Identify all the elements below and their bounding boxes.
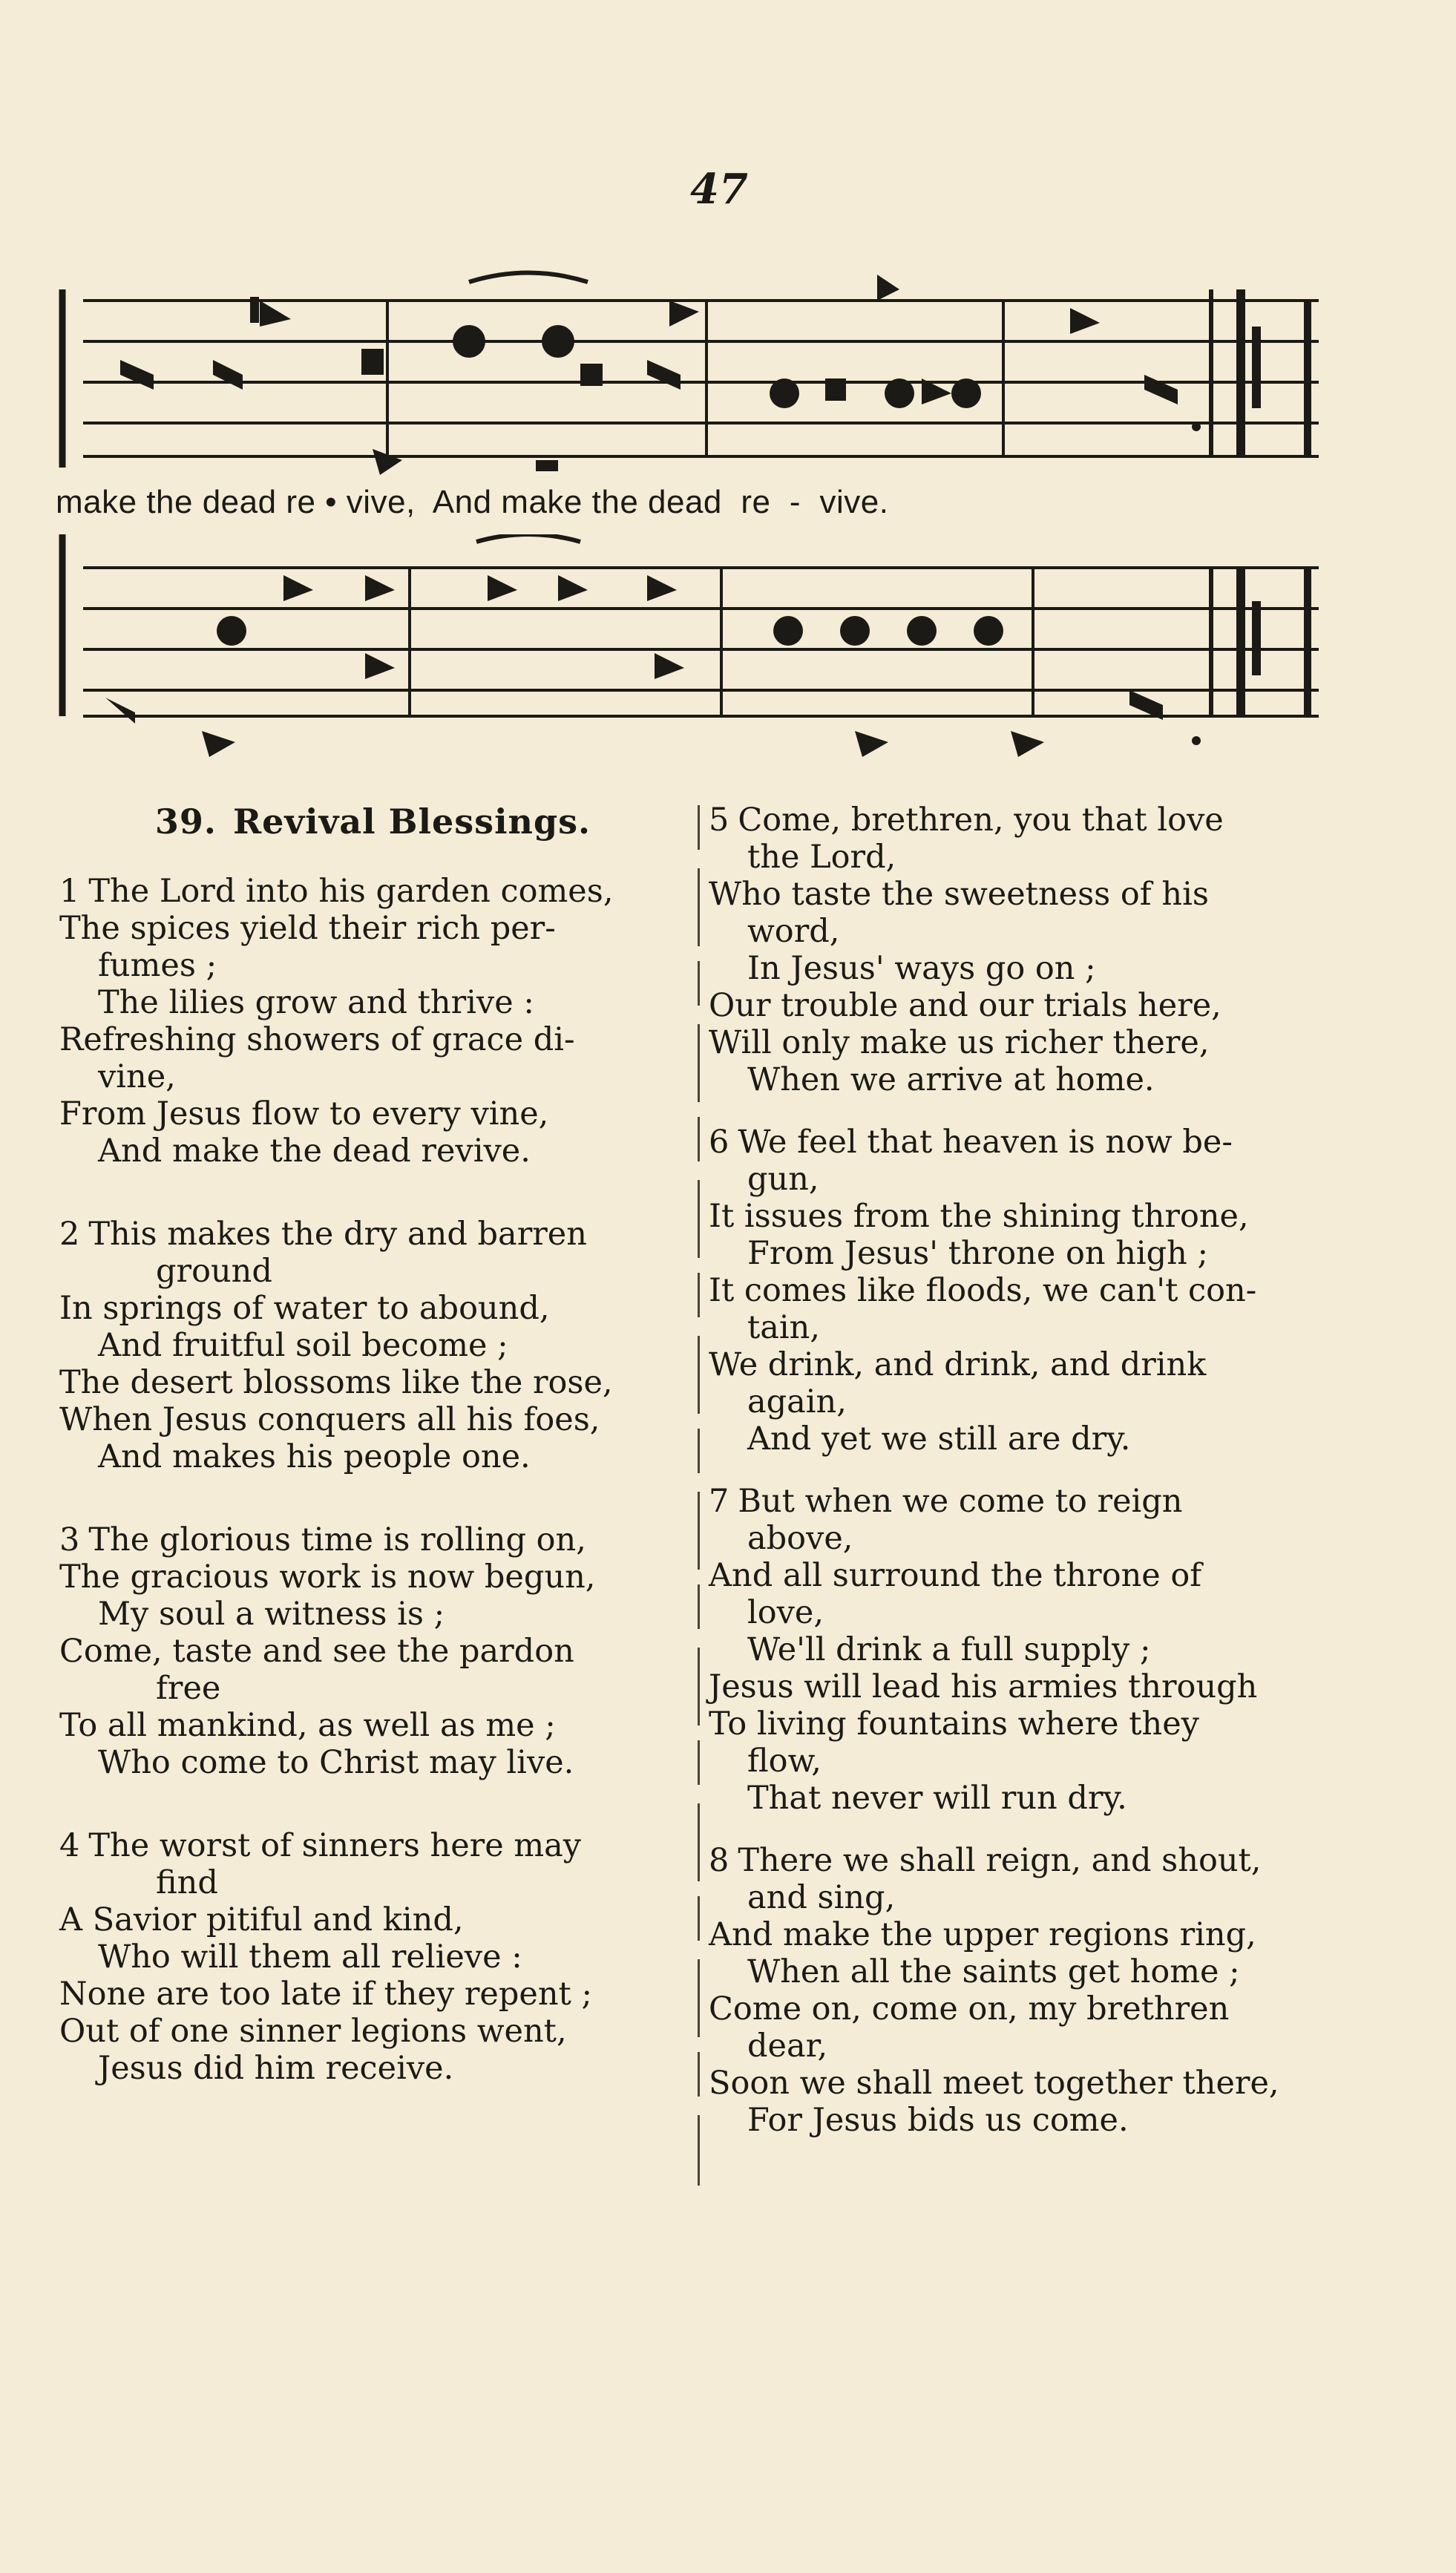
hymn-number: 39. [154, 802, 217, 842]
stanza-line [709, 2028, 1339, 2065]
stanza-line [59, 1058, 686, 1095]
staff-lower-svg [53, 534, 1330, 764]
stanza-line [59, 1938, 686, 1976]
stanza-line-text: the Lord, [747, 839, 896, 876]
stanza-line-text: love, [747, 1594, 824, 1631]
stanza-line [59, 1864, 686, 1901]
stanza-line [709, 2065, 1339, 2102]
stanza-line-text: In springs of water to abound, [59, 1290, 550, 1327]
stanza-line-text: The glorious time is rolling on, [88, 1521, 586, 1558]
stanza-line-text: Who will them all relieve : [98, 1938, 522, 1976]
stanza-number: 7 [709, 1483, 729, 1520]
stanza-number: 2 [59, 1216, 80, 1253]
stanza-line [709, 1594, 1339, 1631]
stanza-line-text: From Jesus' throne on high ; [747, 1235, 1209, 1272]
stanza-line [59, 947, 686, 984]
stanza-line [59, 1596, 686, 1633]
stanza-line [59, 1021, 686, 1058]
stanza-line [59, 1401, 686, 1438]
stanza-line [709, 1272, 1339, 1309]
music-lyric-line: make the dead re • vive, And make the dead re - vive. [56, 484, 889, 520]
stanza-line-text: tain, [747, 1309, 821, 1346]
stanza-line-text: Come on, come on, my brethren [709, 1990, 1230, 2028]
stanza-line [59, 2013, 686, 2050]
stanza-line [59, 1253, 686, 1290]
stanza-line [709, 1483, 1339, 1520]
stanza-line-text: again, [747, 1383, 847, 1420]
stanza-line [59, 1095, 686, 1133]
stanza-line [709, 1520, 1339, 1557]
stanza-line-text: The worst of sinners here may [88, 1827, 582, 1864]
stanza-line-text: And make the dead revive. [98, 1133, 531, 1170]
stanza-line-text: vine, [98, 1058, 176, 1095]
stanza-line [709, 1668, 1339, 1705]
stanza-line-text: gun, [747, 1161, 819, 1198]
stanza-line-text: A Savior pitiful and kind, [59, 1901, 464, 1938]
stanza-3 [59, 1521, 686, 1781]
stanza-line [709, 1780, 1339, 1817]
stanza-line-text: To living fountains where they [709, 1705, 1199, 1743]
stanza-line [709, 1024, 1339, 1061]
stanza-line-text: above, [747, 1520, 853, 1557]
stanza-line [59, 1633, 686, 1670]
stanza-line [709, 1990, 1339, 2028]
stanza-line [59, 984, 686, 1021]
stanza-line [709, 1124, 1339, 1161]
stanza-line-text: It comes like floods, we can't con- [709, 1272, 1257, 1309]
stanza-line [59, 1133, 686, 1170]
stanza-line-text: The gracious work is now begun, [59, 1558, 596, 1596]
stanza-line-text: When we arrive at home. [747, 1061, 1155, 1098]
stanza-line-text: This makes the dry and barren [88, 1216, 587, 1253]
stanza-line-text: For Jesus bids us come. [747, 2102, 1129, 2139]
stanza-line [59, 1558, 686, 1596]
stanza-line-text: The lilies grow and thrive : [98, 984, 534, 1021]
stanza-number: 6 [709, 1124, 729, 1161]
stanza-line-text: Will only make us richer there, [709, 1024, 1210, 1061]
hymn-column-right [709, 802, 1339, 2164]
stanza-1 [59, 873, 686, 1170]
stanza-line [59, 1438, 686, 1475]
stanza-line-text: Come, taste and see the pardon [59, 1633, 574, 1670]
stanza-line-text: The Lord into his garden comes, [88, 873, 614, 910]
music-staff-lower [53, 534, 1330, 764]
stanza-line-text: The desert blossoms like the rose, [59, 1364, 613, 1401]
stanza-line-text: The spices yield their rich per- [59, 910, 556, 947]
stanza-line [709, 1346, 1339, 1383]
stanza-7 [709, 1483, 1339, 1817]
stanza-line-text: When Jesus conquers all his foes, [59, 1401, 600, 1438]
stanza-line [709, 1916, 1339, 1953]
notes-lower [105, 575, 1261, 757]
stanza-number: 4 [59, 1827, 80, 1864]
stanza-line-text: Jesus will lead his armies through [709, 1668, 1258, 1705]
stanza-line-text: None are too late if they repent ; [59, 1976, 592, 2013]
hymn-column-left [59, 802, 686, 2133]
stanza-line-text: dear, [747, 2028, 828, 2065]
staff-upper-svg [53, 267, 1330, 482]
stanza-line [709, 1061, 1339, 1098]
stanza-line-text: Soon we shall meet together there, [709, 2065, 1279, 2102]
stanza-line [59, 910, 686, 947]
stanza-line-text: To all mankind, as well as me ; [59, 1707, 556, 1744]
stanza-line [709, 802, 1339, 839]
stanza-line [709, 1198, 1339, 1235]
stanza-line [59, 1216, 686, 1253]
stanza-line-text: and sing, [747, 1879, 896, 1916]
stanza-line [59, 1327, 686, 1364]
stanza-line [709, 1842, 1339, 1879]
stanza-line [709, 987, 1339, 1024]
stanza-line-text: free [156, 1670, 221, 1707]
stanza-line [709, 1235, 1339, 1272]
stanza-line [59, 1364, 686, 1401]
stanza-line [709, 1161, 1339, 1198]
stanza-line [59, 1290, 686, 1327]
stanza-line-text: Come, brethren, you that love [738, 802, 1224, 839]
stanza-line [59, 1707, 686, 1744]
stanza-line-text: word, [747, 913, 840, 950]
stanza-line [709, 950, 1339, 987]
stanza-line-text: And makes his people one. [98, 1438, 531, 1475]
stanza-line [59, 1976, 686, 2013]
stanza-line-text: fumes ; [98, 947, 217, 984]
column-divider [698, 805, 700, 2186]
stanza-number: 3 [59, 1521, 80, 1558]
stanza-line-text: And yet we still are dry. [747, 1420, 1131, 1458]
stanza-4 [59, 1827, 686, 2087]
stanza-number: 5 [709, 802, 729, 839]
stanza-line [709, 1631, 1339, 1668]
hymn-title [59, 802, 686, 842]
stanza-6 [709, 1124, 1339, 1458]
stanza-line [709, 1383, 1339, 1420]
stanza-line [709, 1743, 1339, 1780]
stanza-line-text: From Jesus flow to every vine, [59, 1095, 549, 1133]
stanza-number: 8 [709, 1842, 729, 1879]
stanza-5 [709, 802, 1339, 1098]
stanza-line [709, 913, 1339, 950]
stanza-line-text: We feel that heaven is now be- [738, 1124, 1233, 1161]
stanza-2 [59, 1216, 686, 1475]
stanza-line-text: We'll drink a full supply ; [747, 1631, 1151, 1668]
stanza-line-text: That never will run dry. [747, 1780, 1127, 1817]
hymn-title-text: Revival Blessings. [232, 802, 591, 842]
stanza-line-text: ground [156, 1253, 272, 1290]
stanza-line [709, 1705, 1339, 1743]
stanza-line-text: And make the upper regions ring, [709, 1916, 1256, 1953]
notes-upper [120, 275, 1261, 475]
stanza-line-text: find [156, 1864, 218, 1901]
stanza-line [709, 1953, 1339, 1990]
stanza-line [709, 1309, 1339, 1346]
stanza-line [59, 1744, 686, 1781]
stanza-line-text: Who come to Christ may live. [98, 1744, 574, 1781]
stanza-number: 1 [59, 873, 80, 910]
stanza-line [59, 873, 686, 910]
stanza-line [709, 1557, 1339, 1594]
stanza-line [709, 1420, 1339, 1458]
music-staff-upper [53, 267, 1330, 482]
stanza-line [59, 1901, 686, 1938]
stanza-8 [709, 1842, 1339, 2139]
stanza-line [709, 876, 1339, 913]
stanza-line [59, 1521, 686, 1558]
stanza-line [709, 2102, 1339, 2139]
page-number: 47 [690, 165, 748, 214]
stanza-line-text: Who taste the sweetness of his [709, 876, 1209, 913]
stanza-line-text: Jesus did him receive. [98, 2050, 454, 2087]
stanza-line-text: We drink, and drink, and drink [709, 1346, 1207, 1383]
stanza-line-text: Out of one sinner legions went, [59, 2013, 567, 2050]
stanza-line-text: Our trouble and our trials here, [709, 987, 1221, 1024]
stanza-line-text: flow, [747, 1743, 822, 1780]
stanza-line-text: In Jesus' ways go on ; [747, 950, 1096, 987]
stanza-line-text: It issues from the shining throne, [709, 1198, 1249, 1235]
stanza-line [709, 839, 1339, 876]
stanza-line-text: And fruitful soil become ; [98, 1327, 508, 1364]
stanza-line-text: But when we come to reign [738, 1483, 1183, 1520]
stanza-line-text: My soul a witness is ; [98, 1596, 445, 1633]
stanza-line-text: When all the saints get home ; [747, 1953, 1240, 1990]
stanza-line [59, 2050, 686, 2087]
stanza-line [59, 1670, 686, 1707]
stanza-line-text: There we shall reign, and shout, [738, 1842, 1262, 1879]
stanza-line [59, 1827, 686, 1864]
stanza-line-text: Refreshing showers of grace di- [59, 1021, 575, 1058]
stanza-line [709, 1879, 1339, 1916]
stanza-line-text: And all surround the throne of [709, 1557, 1202, 1594]
